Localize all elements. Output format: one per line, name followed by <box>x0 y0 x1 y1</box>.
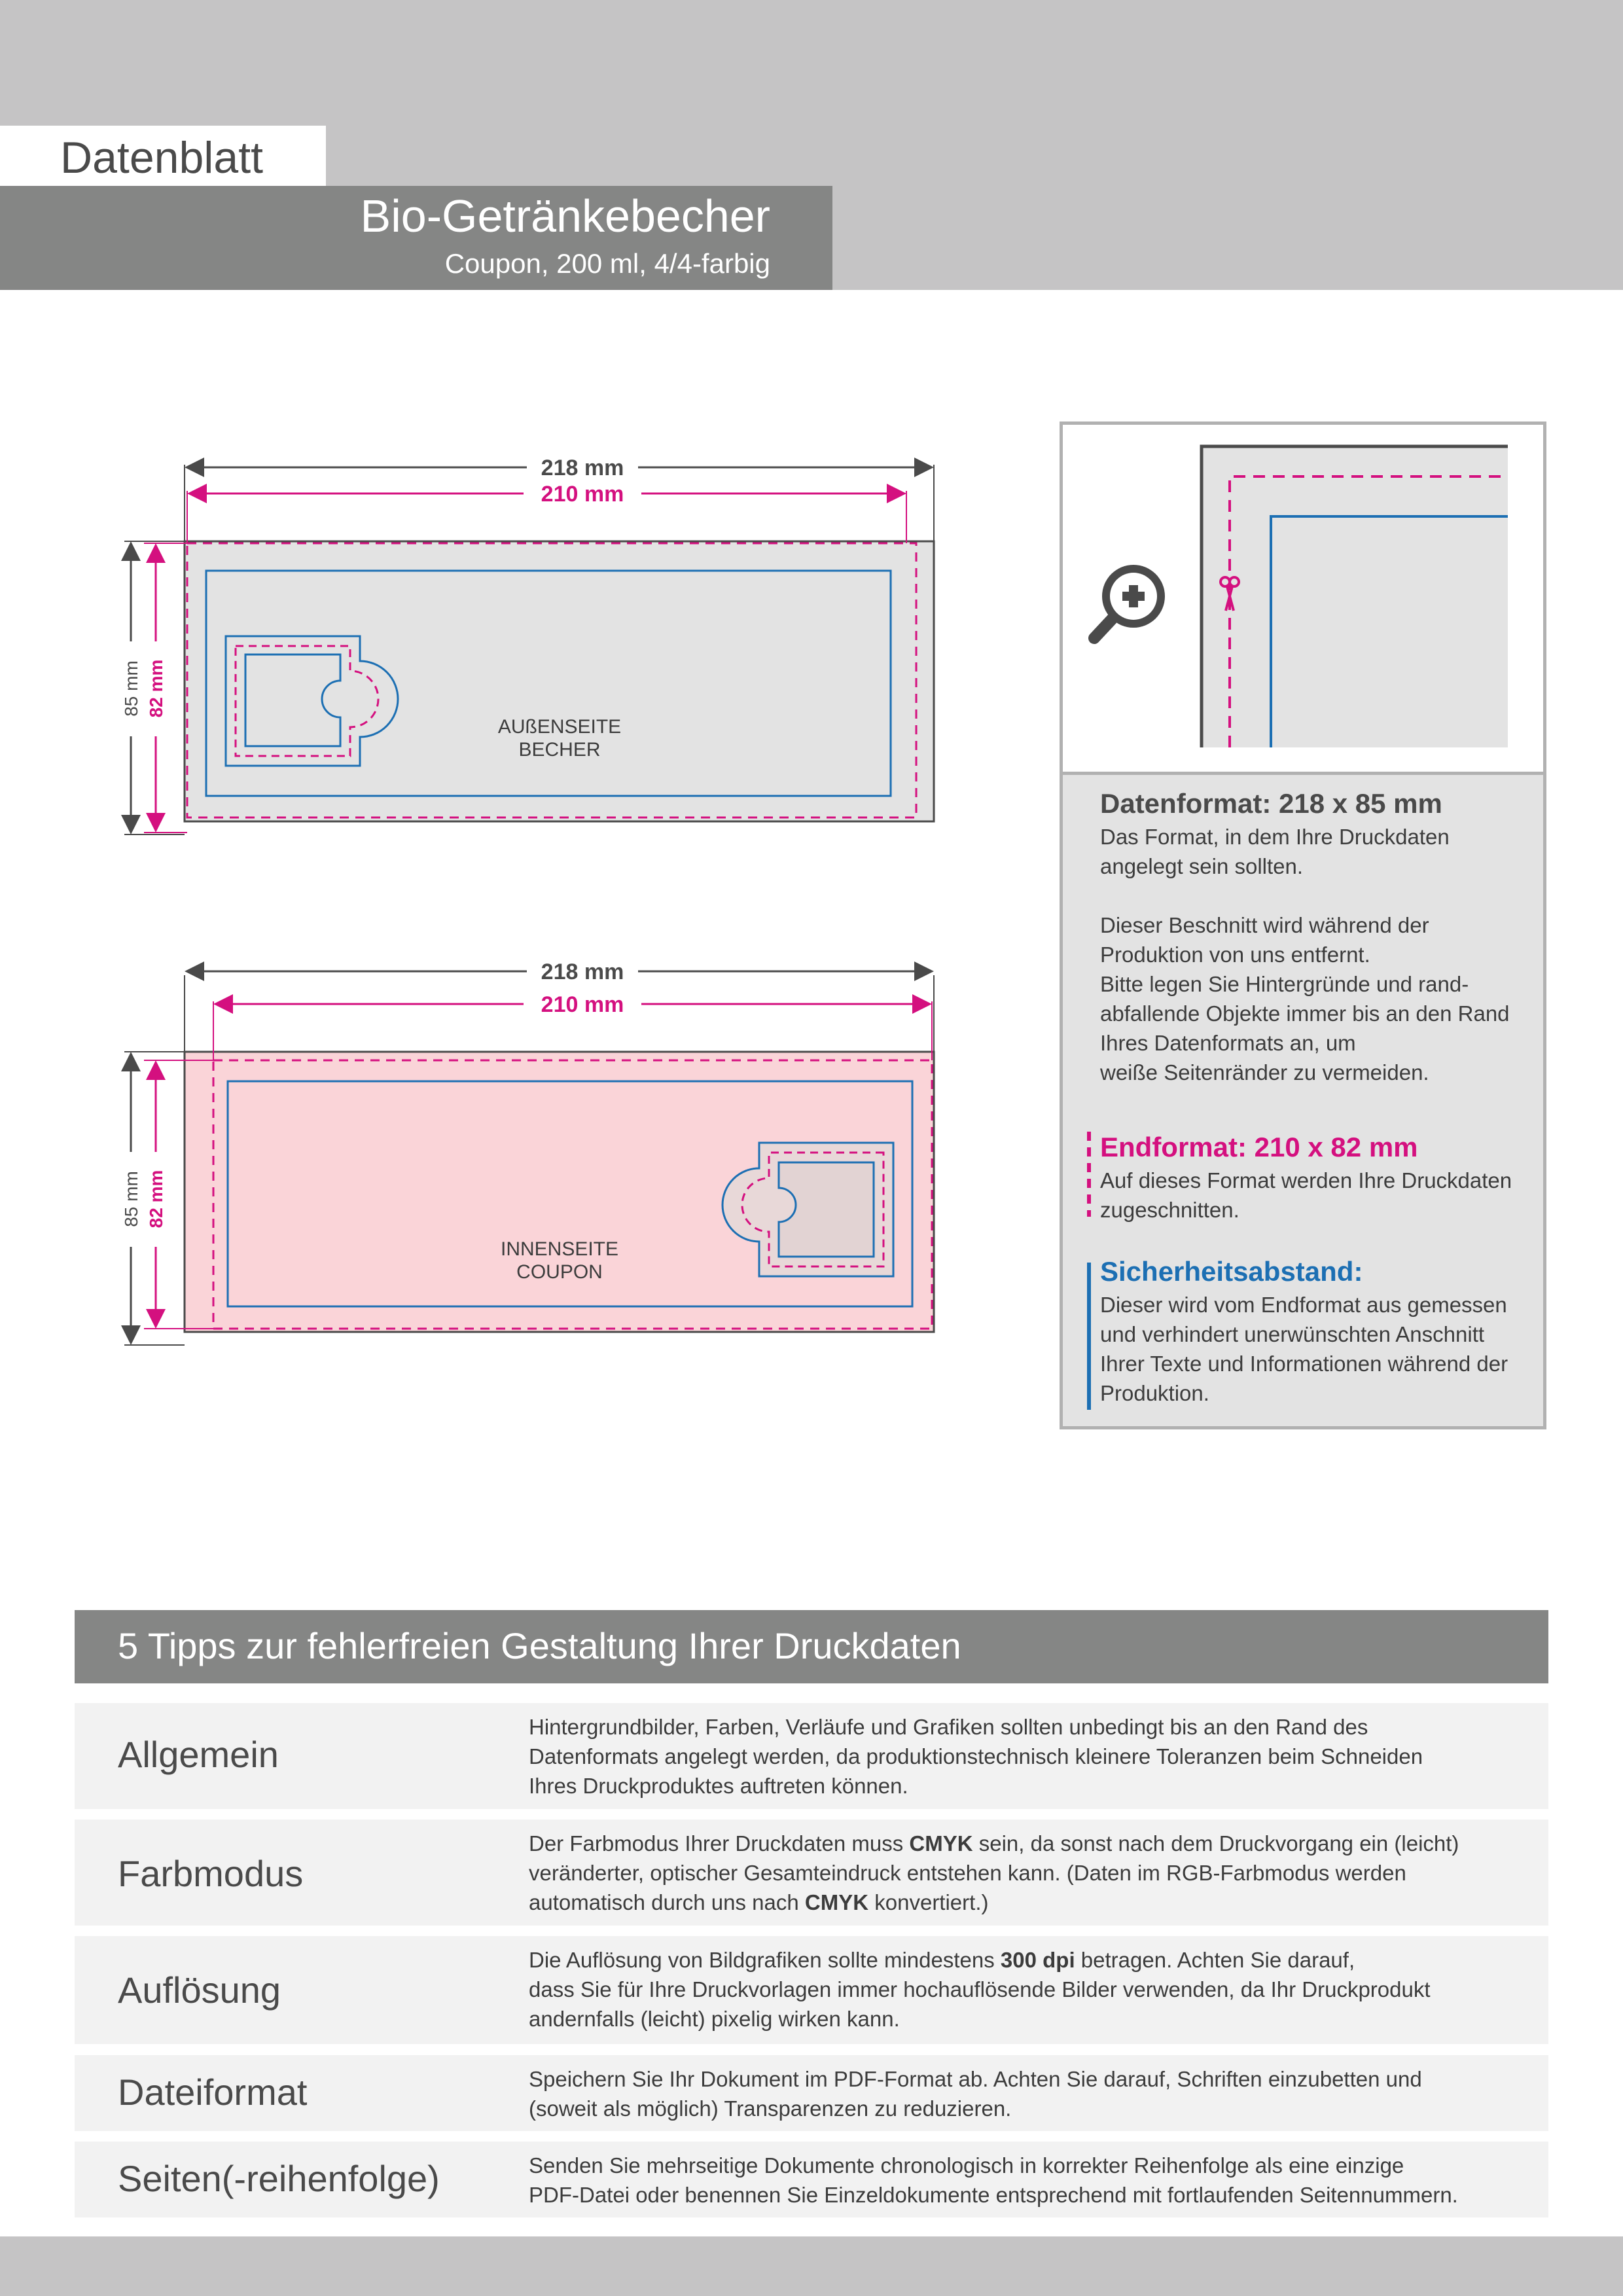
product-subtitle: Coupon, 200 ml, 4/4-farbig <box>444 248 770 279</box>
sicherheit-line: und verhindert unerwünschten Anschnitt <box>1100 1322 1485 1346</box>
tips-heading-bar <box>75 1610 1548 1683</box>
tip-text <box>529 1712 1537 1801</box>
legend-panel <box>1060 422 1546 1429</box>
endformat-marker <box>1087 1132 1091 1217</box>
tip-label: Farbmodus <box>118 1853 304 1894</box>
tip-text <box>529 1945 1537 2034</box>
tip-line: Der Farbmodus Ihrer Druckdaten muss CMYK sein, da sonst nach dem Druckvorgang ein (leicht) <box>529 1831 1459 1856</box>
tip-row <box>75 2055 1548 2131</box>
inside-width-total: 218 mm <box>541 960 624 984</box>
tip-label: Auflösung <box>118 1969 281 2011</box>
tip-text <box>529 2064 1537 2123</box>
inside-width-final: 210 mm <box>541 992 624 1017</box>
sicherheit-title: Sicherheitsabstand: <box>1100 1256 1363 1287</box>
inside-label-line1: INNENSEITE <box>500 1238 619 1260</box>
endformat-title: Endformat: 210 x 82 mm <box>1100 1132 1418 1162</box>
legend-text <box>1063 772 1543 1426</box>
tip-line: Ihres Druckproduktes auftreten können. <box>529 1774 908 1798</box>
zoom-detail-graphic <box>1063 425 1543 768</box>
tip-row <box>75 1820 1548 1926</box>
endformat-text <box>1100 1166 1532 1225</box>
product-title-bar <box>0 186 832 290</box>
datenformat-line: abfallende Objekte immer bis an den Rand <box>1100 1001 1510 1026</box>
datenformat-line <box>1100 881 1532 910</box>
tip-label: Allgemein <box>118 1734 279 1775</box>
tip-line: PDF-Datei oder benennen Sie Einzeldokumente entsprechend mit fortlaufenden Seitennummern. <box>529 2183 1458 2207</box>
tip-line: Die Auflösung von Bildgrafiken sollte mindestens 300 dpi betragen. Achten Sie darauf, <box>529 1948 1355 1972</box>
tip-row <box>75 1703 1548 1809</box>
datenformat-line: Das Format, in dem Ihre Druckdaten <box>1100 825 1450 849</box>
endformat-line: zugeschnitten. <box>1100 1198 1240 1222</box>
tip-line: Speichern Sie Ihr Dokument im PDF-Format ab. Achten Sie darauf, Schriften einzubetten und <box>529 2067 1422 2091</box>
datenformat-line: angelegt sein sollten. <box>1100 854 1304 878</box>
outside-height-final: 82 mm <box>146 659 166 718</box>
tip-label: Seiten(-reihenfolge) <box>118 2158 440 2199</box>
tip-line: dass Sie für Ihre Druckvorlagen immer hochauflösende Bilder verwenden, da Ihr Druckprodukt <box>529 1977 1431 2001</box>
sicherheit-marker <box>1087 1263 1091 1410</box>
outside-height-total: 85 mm <box>121 660 141 717</box>
outside-label-line1: AUßENSEITE <box>497 716 622 738</box>
endformat-line: Auf dieses Format werden Ihre Druckdaten <box>1100 1168 1512 1193</box>
product-title: Bio-Getränkebecher <box>360 190 770 242</box>
sicherheit-text <box>1100 1290 1532 1408</box>
tip-line: (soweit als möglich) Transparenzen zu reduzieren. <box>529 2096 1012 2121</box>
diagram-inside <box>111 956 942 1361</box>
sicherheit-line: Ihrer Texte und Informationen während der <box>1100 1352 1508 1376</box>
inside-height-total: 85 mm <box>121 1171 141 1227</box>
magnifier-plus-icon <box>1094 565 1165 638</box>
datasheet-tab-label: Datenblatt <box>60 133 263 183</box>
tip-line: automatisch durch uns nach CMYK konvertiert.) <box>529 1890 989 1914</box>
tip-text <box>529 2151 1537 2210</box>
datenformat-line: Ihres Datenformats an, um <box>1100 1031 1356 1055</box>
tip-row <box>75 1936 1548 2044</box>
datenformat-title: Datenformat: 218 x 85 mm <box>1100 788 1442 819</box>
tips-heading: 5 Tipps zur fehlerfreien Gestaltung Ihrer Druckdaten <box>118 1625 961 1666</box>
diagram-outside <box>111 445 942 851</box>
datasheet-tab <box>0 126 326 186</box>
sicherheit-line: Dieser wird vom Endformat aus gemessen <box>1100 1293 1507 1317</box>
tip-line: andernfalls (leicht) pixelig wirken kann. <box>529 2007 900 2031</box>
tip-line: Hintergrundbilder, Farben, Verläufe und Grafiken sollten unbedingt bis an den Rand des <box>529 1715 1368 1739</box>
datenformat-line: weiße Seitenränder zu vermeiden. <box>1100 1060 1429 1085</box>
inside-label-line2: COUPON <box>516 1261 603 1283</box>
tip-line: veränderter, optischer Gesamteindruck entstehen kann. (Daten im RGB-Farbmodus werden <box>529 1861 1406 1885</box>
outside-width-final: 210 mm <box>541 482 624 507</box>
zoom-detail <box>1063 425 1543 772</box>
outside-label-line2: BECHER <box>518 739 601 761</box>
footer-band <box>0 2236 1623 2296</box>
tip-text <box>529 1829 1537 1917</box>
outside-width-total: 218 mm <box>541 456 624 480</box>
datenformat-line: Bitte legen Sie Hintergründe und rand- <box>1100 972 1469 996</box>
inside-height-final: 82 mm <box>146 1170 166 1229</box>
datenformat-line: Produktion von uns entfernt. <box>1100 942 1370 967</box>
tip-row <box>75 2142 1548 2217</box>
datenformat-line: Dieser Beschnitt wird während der <box>1100 913 1429 937</box>
sicherheit-line: Produktion. <box>1100 1381 1209 1405</box>
datenformat-text <box>1100 822 1532 1087</box>
tip-line: Datenformats angelegt werden, da produktionstechnisch kleinere Toleranzen beim Schneiden <box>529 1744 1423 1768</box>
tip-label: Dateiformat <box>118 2072 308 2113</box>
tip-line: Senden Sie mehrseitige Dokumente chronologisch in korrekter Reihenfolge als eine einzige <box>529 2153 1404 2178</box>
